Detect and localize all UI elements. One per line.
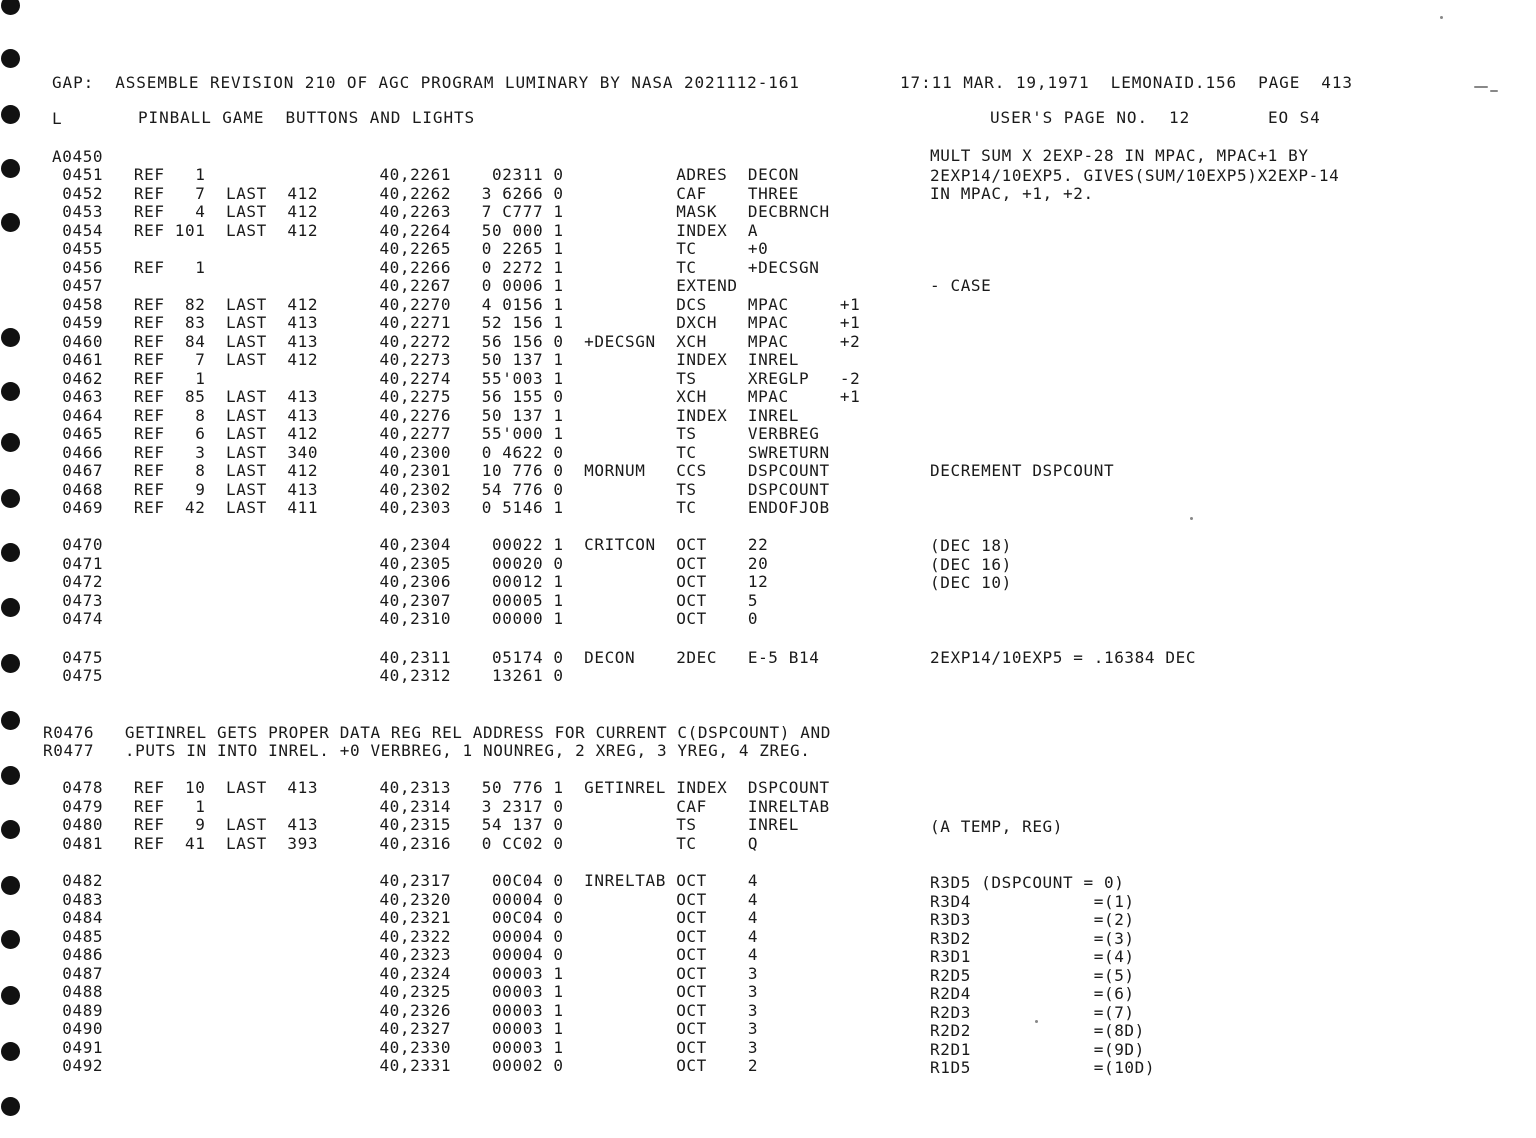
- listing-line: A0450: [52, 147, 104, 166]
- comment-text: R2D4 =(6): [930, 984, 1135, 1003]
- scan-speck: [1490, 90, 1498, 92]
- remark-line: R0476 GETINREL GETS PROPER DATA REG REL ADDRESS FOR CURRENT C(DSPCOUNT) AND: [43, 723, 831, 742]
- punch-hole: [1, 766, 20, 785]
- listing-line: 0485 40,2322 00004 0 OCT 4: [52, 927, 759, 946]
- comment-text: R3D4 =(1): [930, 892, 1135, 911]
- comment-text: 2EXP14/10EXP5 = .16384 DEC: [930, 648, 1197, 667]
- punch-hole: [1, 711, 20, 730]
- listing-line: 0491 40,2330 00003 1 OCT 3: [52, 1038, 759, 1057]
- punch-hole: [1, 543, 20, 562]
- section-title: PINBALL GAME BUTTONS AND LIGHTS: [138, 108, 476, 127]
- punch-hole: [1, 159, 20, 178]
- listing-line: 0457 40,2267 0 0006 1 EXTEND: [52, 276, 738, 295]
- listing-line: 0460 REF 84 LAST 413 40,2272 56 156 0 +DECSGN XCH MPAC +2: [52, 332, 861, 351]
- comment-text: DECREMENT DSPCOUNT: [930, 461, 1115, 480]
- listing-line: 0468 REF 9 LAST 413 40,2302 54 776 0 TS DSPCOUNT: [52, 480, 830, 499]
- listing-line: 0478 REF 10 LAST 413 40,2313 50 776 1 GETINREL INDEX DSPCOUNT: [52, 778, 830, 797]
- header-eo: EO S4: [1268, 108, 1321, 127]
- comment-text: (DEC 18): [930, 536, 1012, 555]
- listing-line: 0492 40,2331 00002 0 OCT 2: [52, 1056, 759, 1075]
- listing-line: 0455 40,2265 0 2265 1 TC +0: [52, 239, 769, 258]
- scan-speck: [1474, 86, 1488, 88]
- listing-line: 0467 REF 8 LAST 412 40,2301 10 776 0 MORNUM CCS DSPCOUNT: [52, 461, 830, 480]
- listing-line: 0465 REF 6 LAST 412 40,2277 55'000 1 TS VERBREG: [52, 424, 820, 443]
- comment-text: R2D3 =(7): [930, 1003, 1135, 1022]
- comment-text: IN MPAC, +1, +2.: [930, 184, 1094, 203]
- punch-hole: [1, 49, 20, 68]
- listing-line: 0490 40,2327 00003 1 OCT 3: [52, 1019, 759, 1038]
- comment-text: R2D1 =(9D): [930, 1040, 1145, 1059]
- comment-text: R3D3 =(2): [930, 910, 1135, 929]
- header-assembly-line: GAP: ASSEMBLE REVISION 210 OF AGC PROGRAM LUMINARY BY NASA 2021112-161: [52, 73, 800, 92]
- comment-text: 2EXP14/10EXP5. GIVES(SUM/10EXP5)X2EXP-14: [930, 166, 1340, 185]
- listing-line: 0474 40,2310 00000 1 OCT 0: [52, 609, 759, 628]
- listing-line: 0482 40,2317 00C04 0 INRELTAB OCT 4: [52, 871, 759, 890]
- listing-line: 0488 40,2325 00003 1 OCT 3: [52, 982, 759, 1001]
- remark-line: R0477 .PUTS IN INTO INREL. +0 VERBREG, 1 NOUNREG, 2 XREG, 3 YREG, 4 ZREG.: [43, 741, 811, 760]
- scan-speck: [1190, 517, 1193, 520]
- listing-line: 0480 REF 9 LAST 413 40,2315 54 137 0 TS INREL: [52, 815, 799, 834]
- listing-line: 0484 40,2321 00C04 0 OCT 4: [52, 908, 759, 927]
- comment-text: - CASE: [930, 276, 992, 295]
- comment-text: R3D1 =(4): [930, 947, 1135, 966]
- listing-line: 0459 REF 83 LAST 413 40,2271 52 156 1 DXCH MPAC +1: [52, 313, 861, 332]
- listing-line: 0475 40,2312 13261 0: [52, 666, 564, 685]
- punch-hole: [1, 1097, 20, 1116]
- listing-line: 0475 40,2311 05174 0 DECON 2DEC E-5 B14: [52, 648, 820, 667]
- listing-line: 0473 40,2307 00005 1 OCT 5: [52, 591, 759, 610]
- listing-line: 0469 REF 42 LAST 411 40,2303 0 5146 1 TC ENDOFJOB: [52, 498, 830, 517]
- listing-line: 0461 REF 7 LAST 412 40,2273 50 137 1 INDEX INREL: [52, 350, 799, 369]
- listing-line: 0486 40,2323 00004 0 OCT 4: [52, 945, 759, 964]
- comment-text: R1D5 =(10D): [930, 1058, 1156, 1077]
- comment-text: (DEC 10): [930, 573, 1012, 592]
- listing-line: 0464 REF 8 LAST 413 40,2276 50 137 1 INDEX INREL: [52, 406, 799, 425]
- listing-line: 0483 40,2320 00004 0 OCT 4: [52, 890, 759, 909]
- punch-hole: [1, 1042, 20, 1061]
- punch-hole: [1, 654, 20, 673]
- punch-hole: [1, 105, 20, 124]
- users-page-number: USER'S PAGE NO. 12: [990, 108, 1191, 127]
- punch-hole: [1, 382, 20, 401]
- punch-hole: [1, 986, 20, 1005]
- comment-text: R2D2 =(8D): [930, 1021, 1145, 1040]
- listing-line: 0487 40,2324 00003 1 OCT 3: [52, 964, 759, 983]
- listing-line: 0458 REF 82 LAST 412 40,2270 4 0156 1 DCS MPAC +1: [52, 295, 861, 314]
- comment-text: R3D5 (DSPCOUNT = 0): [930, 873, 1125, 892]
- listing-line: 0463 REF 85 LAST 413 40,2275 56 155 0 XCH MPAC +1: [52, 387, 861, 406]
- punch-hole: [1, 820, 20, 839]
- punch-hole: [1, 433, 20, 452]
- punch-hole: [1, 213, 20, 232]
- punch-hole: [1, 0, 20, 15]
- listing-line: 0452 REF 7 LAST 412 40,2262 3 6266 0 CAF THREE: [52, 184, 799, 203]
- comment-text: (DEC 16): [930, 555, 1012, 574]
- listing-line: 0453 REF 4 LAST 412 40,2263 7 C777 1 MASK DECBRNCH: [52, 202, 830, 221]
- comment-text: R2D5 =(5): [930, 966, 1135, 985]
- punch-hole: [1, 930, 20, 949]
- punch-hole: [1, 876, 20, 895]
- header-marker: L: [52, 109, 63, 128]
- comment-text: MULT SUM X 2EXP-28 IN MPAC, MPAC+1 BY: [930, 146, 1309, 165]
- listing-line: 0472 40,2306 00012 1 OCT 12: [52, 572, 769, 591]
- listing-line: 0471 40,2305 00020 0 OCT 20: [52, 554, 769, 573]
- header-date-page: 17:11 MAR. 19,1971 LEMONAID.156 PAGE 413: [900, 73, 1353, 92]
- punch-hole: [1, 489, 20, 508]
- listing-line: 0466 REF 3 LAST 340 40,2300 0 4622 0 TC SWRETURN: [52, 443, 830, 462]
- listing-line: 0470 40,2304 00022 1 CRITCON OCT 22: [52, 535, 769, 554]
- scan-speck: [1440, 16, 1443, 19]
- listing-line: 0462 REF 1 40,2274 55'003 1 TS XREGLP -2: [52, 369, 861, 388]
- listing-line: 0454 REF 101 LAST 412 40,2264 50 000 1 INDEX A: [52, 221, 759, 240]
- listing-line: 0456 REF 1 40,2266 0 2272 1 TC +DECSGN: [52, 258, 820, 277]
- listing-line: 0451 REF 1 40,2261 02311 0 ADRES DECON: [52, 165, 799, 184]
- listing-line: 0489 40,2326 00003 1 OCT 3: [52, 1001, 759, 1020]
- listing-line: 0479 REF 1 40,2314 3 2317 0 CAF INRELTAB: [52, 797, 830, 816]
- punch-hole: [1, 328, 20, 347]
- punch-hole: [1, 598, 20, 617]
- listing-line: 0481 REF 41 LAST 393 40,2316 0 CC02 0 TC Q: [52, 834, 759, 853]
- comment-text: (A TEMP, REG): [930, 817, 1064, 836]
- comment-text: R3D2 =(3): [930, 929, 1135, 948]
